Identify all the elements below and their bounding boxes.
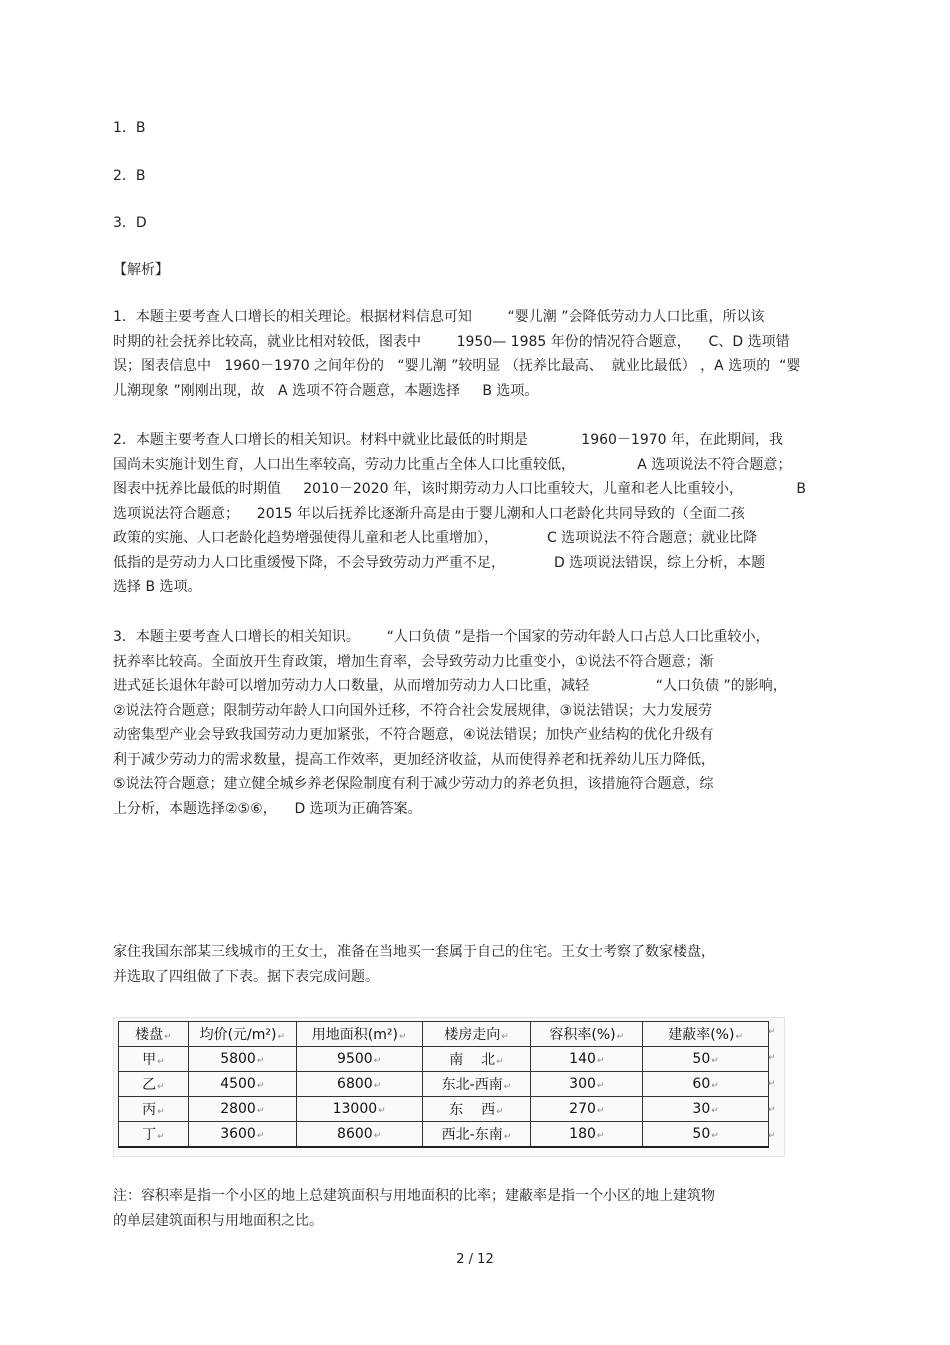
housing-table-image (113, 1017, 785, 1157)
table-cell: 270↵ (531, 1097, 643, 1122)
table-cell: 东北-西南↵ (422, 1072, 531, 1097)
table-cell: 8600↵ (296, 1122, 422, 1148)
explanation-3 (113, 625, 833, 821)
answer-1: 1．B (113, 120, 146, 136)
table-row (119, 1097, 769, 1122)
page-number: 2 / 12 (456, 1252, 494, 1267)
row-end-mark: ↵ (768, 1027, 776, 1037)
header-cell: 建蔽率(%)↵ (643, 1022, 769, 1047)
row-end-mark: ↵ (768, 1105, 776, 1115)
text-line: 低指的是劳动力人口比重缓慢下降，不会导致劳动力严重不足， D 选项说法错误，综上分析，本题 (113, 554, 766, 571)
table-cell: 5800↵ (188, 1047, 296, 1072)
table-cell: 140↵ (531, 1047, 643, 1072)
table-row (119, 1122, 769, 1148)
table-cell: 南 北↵ (422, 1047, 531, 1072)
text-line: 并选取了四组做了下表。据下表完成问题。 (113, 968, 379, 985)
table-cell: 甲↵ (119, 1047, 189, 1072)
explanation-1 (113, 305, 833, 403)
table-cell: 3600↵ (188, 1122, 296, 1148)
text-line: 抚养率比较高。全面放开生育政策，增加生育率，会导致劳动力比重变小，①说法不符合题意；渐 (113, 653, 714, 670)
text-line: 政策的实施、人口老龄化趋势增强使得儿童和老人比重增加）， C 选项说法不符合题意；就业比降 (113, 530, 758, 546)
table-cell: 乙↵ (119, 1072, 189, 1097)
text-line: 的单层建筑面积与用地面积之比。 (113, 1212, 323, 1229)
table-cell: 东 西↵ (422, 1097, 531, 1122)
housing-table (118, 1021, 769, 1148)
table-header-row (119, 1022, 769, 1047)
row-end-mark: ↵ (768, 1053, 776, 1063)
header-cell: 用地面积(m²)↵ (296, 1022, 422, 1047)
explanation-2 (113, 428, 833, 600)
row-end-mark: ↵ (768, 1131, 776, 1141)
table-cell: 丁↵ (119, 1122, 189, 1148)
text-line: 选择 B 选项。 (113, 579, 202, 595)
question-intro (113, 940, 833, 989)
text-line: 3．本题主要考查人口增长的相关知识。 “人口负债 ”是指一个国家的劳动年龄人口占总人口比重较小， (113, 629, 770, 645)
table-cell: 西北-东南↵ (422, 1122, 531, 1148)
table-cell: 30↵ (643, 1097, 769, 1122)
header-cell: 均价(元/m²)↵ (188, 1022, 296, 1047)
text-line: 利于减少劳动力的需求数量，提高工作效率，更加经济收益，从而使得养老和抚养幼儿压力降低， (113, 751, 715, 768)
text-line: ②说法符合题意；限制劳动年龄人口向国外迁移，不符合社会发展规律，③说法错误；大力发展劳 (113, 702, 713, 719)
answer-2: 2．B (113, 168, 146, 184)
table-cell: 300↵ (531, 1072, 643, 1097)
table-cell: 180↵ (531, 1122, 643, 1148)
table-cell: 50↵ (643, 1047, 769, 1072)
header-cell: 容积率(%)↵ (531, 1022, 643, 1047)
text-line: 家住我国东部某三线城市的王女士，准备在当地买一套属于自己的住宅。王女士考察了数家楼盘， (113, 944, 715, 960)
table-cell: 13000↵ (296, 1097, 422, 1122)
table-note (113, 1184, 833, 1233)
table-cell: 6800↵ (296, 1072, 422, 1097)
table-cell: 50↵ (643, 1122, 769, 1148)
answer-3: 3．D (113, 215, 147, 231)
table-cell: 2800↵ (188, 1097, 296, 1122)
text-line: 动密集型产业会导致我国劳动力更加紧张，不符合题意，④说法错误；加快产业结构的优化升级有 (113, 727, 714, 743)
text-line: 误；图表信息中 1960－1970 之间年份的 “婴儿潮 ”较明显 （抚养比最高、 就业比最低） ，A 选项的 “婴 (113, 358, 801, 374)
table-row (119, 1072, 769, 1097)
text-line: 进式延长退休年龄可以增加劳动力人口数量，从而增加劳动力人口比重，减轻 “人口负债 ”的影响， (113, 678, 787, 694)
text-line: 注：容积率是指一个小区的地上总建筑面积与用地面积的比率；建蔽率是指一个小区的地上建筑物 (113, 1188, 715, 1204)
text-line: 2．本题主要考查人口增长的相关知识。材料中就业比最低的时期是 1960－1970 年，在此期间，我 (113, 432, 784, 448)
text-line: 图表中抚养比最低的时期值 2010－2020 年，该时期劳动力人口比重较大，儿童和老人比重较小， B (113, 481, 806, 497)
text-line: ⑤说法符合题意；建立健全城乡养老保险制度有利于减少劳动力的养老负担，该措施符合题意，综 (113, 776, 714, 792)
text-line: 上分析，本题选择②⑤⑥， D 选项为正确答案。 (113, 800, 422, 817)
header-cell: 楼房走向↵ (422, 1022, 531, 1047)
text-line: 时期的社会抚养比较高，就业比相对较低，图表中 1950— 1985 年份的情况符合题意， C、D 选项错 (113, 333, 790, 350)
table-cell: 9500↵ (296, 1047, 422, 1072)
text-line: 1．本题主要考查人口增长的相关理论。根据材料信息可知 “婴儿潮 ”会降低劳动力人口比重，所以该 (113, 309, 765, 325)
table-row (119, 1047, 769, 1072)
analysis-heading: 【解析】 (113, 262, 169, 278)
text-line: 儿潮现象 ”刚刚出现，故 A 选项不符合题意，本题选择 B 选项。 (113, 382, 539, 399)
header-cell: 楼盘↵ (119, 1022, 189, 1047)
table-cell: 丙↵ (119, 1097, 189, 1122)
text-line: 选项说法符合题意； 2015 年以后抚养比逐渐升高是由于婴儿潮和人口老龄化共同导致的（全面二孩 (113, 505, 745, 522)
table-cell: 60↵ (643, 1072, 769, 1097)
table-cell: 4500↵ (188, 1072, 296, 1097)
row-end-mark: ↵ (768, 1079, 776, 1089)
text-line: 国尚未实施计划生育，人口出生率较高，劳动力比重占全体人口比重较低， A 选项说法不符合题意； (113, 456, 792, 473)
